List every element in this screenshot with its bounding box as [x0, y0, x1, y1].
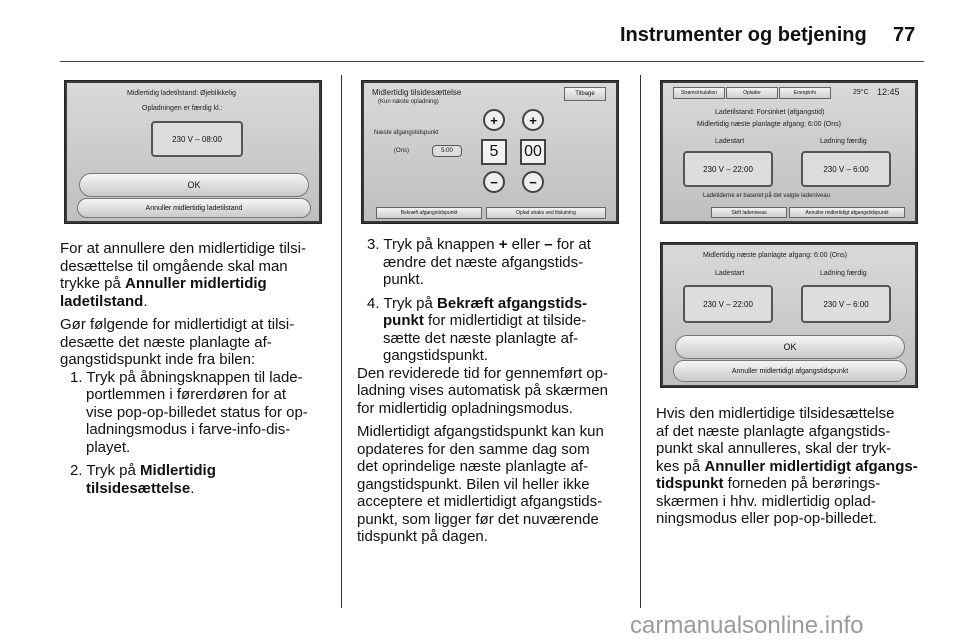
plus-symbol: + [498, 236, 508, 253]
override-departure-text: Midlertidig næste planlagte afgang: 6:00 (Ons) [697, 121, 841, 128]
text-line: . [143, 292, 148, 310]
text-line: For at annullere den midlertidige tilsi- [60, 240, 306, 257]
text-line: 2. Tryk på [70, 462, 141, 479]
column-2-text [357, 236, 635, 546]
hour-plus-button[interactable]: + [483, 109, 505, 131]
charge-start-label: Ladestart [715, 138, 745, 145]
charge-now-button[interactable]: Oplad straks ved tilslutning [486, 207, 606, 219]
text-line: skærmen i hhv. midlertidig oplad- [656, 492, 876, 510]
charge-done-box: 230 V – 6:00 [801, 151, 891, 187]
text-line: tidspunkt på dagen. [357, 528, 488, 545]
text-line: ladningsmodus i farve-info-dis- [86, 421, 291, 438]
ui-term: Annuller midlertidig [125, 275, 267, 292]
text-line: . [190, 479, 195, 497]
ok-button[interactable]: OK [79, 173, 309, 197]
text-line: for midlertidig opladningsmodus. [357, 399, 573, 417]
text-line: gangstidspunkt. Bilen vil heller ikke [357, 475, 590, 493]
minus-symbol: – [544, 236, 553, 253]
charge-start-box: 230 V – 22:00 [683, 151, 773, 187]
hour-minus-button[interactable]: − [483, 171, 505, 193]
text-line: Midlertidigt afgangstidspunkt kan kun [357, 423, 604, 440]
departure-time-field: 5:00 [432, 145, 462, 157]
back-button[interactable]: Tilbage [564, 87, 606, 101]
screen-subtitle: Opladningen er færdig kl.: [142, 105, 223, 112]
charge-done-label: Ladning færdig [820, 138, 867, 145]
text-line: playet. [86, 438, 131, 456]
text-line: sætte det næste planlagte af- [383, 329, 579, 347]
text-line: Hvis den midlertidige tilsidesættelse [656, 405, 895, 422]
text-line: forneden på berørings- [723, 475, 881, 492]
popup-title: Midlertidig næste planlagte afgang: 6:00 (Ons) [703, 252, 847, 259]
departure-label: Næste afgangstidspunkt [374, 130, 439, 136]
text-line: ladning vises automatisk på skærmen [357, 382, 608, 399]
text-line: desættelse til omgående skal man [60, 257, 288, 275]
text-line: Den reviderede tid for gennemført op- [357, 364, 608, 382]
screen-subtitle: (Kun næste opladning) [378, 99, 439, 105]
screenshot-next-departure-popup [660, 242, 918, 388]
paragraph [60, 240, 335, 310]
screenshot-temporary-charge-mode [64, 80, 322, 224]
minute-digit: 00 [520, 139, 546, 165]
charge-status-text: Ladetilstand: Forsinket (afgangstid) [715, 109, 825, 116]
ui-term: ladetilstand [60, 292, 144, 310]
change-charge-level-button[interactable]: Skift ladeniveau [711, 207, 787, 218]
paragraph [656, 405, 936, 528]
text-line: acceptere et midlertidigt afgangstids- [357, 493, 603, 510]
column-1-text [60, 240, 335, 497]
text-line: 4. Tryk på [367, 294, 438, 312]
text-line: 1. Tryk på åbningsknappen til lade- [70, 368, 303, 386]
confirm-departure-button[interactable]: Bekræft afgangstidspunkt [376, 207, 482, 219]
step-4 [357, 295, 635, 365]
tab-energy-info[interactable]: Energiinfo [779, 87, 831, 99]
text-line: opdateres for den samme dag som [357, 440, 590, 458]
step-2 [60, 462, 335, 497]
paragraph [357, 423, 635, 546]
minute-plus-button[interactable]: + [522, 109, 544, 131]
ui-term: tidspunkt [656, 475, 724, 492]
screenshot-temporary-override [361, 80, 619, 224]
ui-term: Bekræft afgangstids- [437, 294, 588, 312]
text-line: kes på [656, 457, 705, 475]
watermark: carmanualsonline.info [630, 612, 864, 639]
text-line: eller [507, 236, 545, 253]
text-line: ændre det næste afgangstids- [383, 253, 584, 271]
text-line: trykke på [60, 275, 126, 292]
text-line: punkt skal annulleres, skal der tryk- [656, 440, 892, 457]
step-3 [357, 236, 635, 289]
ok-button[interactable]: OK [675, 335, 905, 359]
charge-start-box: 230 V – 22:00 [683, 285, 773, 323]
screen-title: Midlertidig ladetilstand: Øjeblikkelig [127, 90, 236, 97]
screenshot-charge-status [660, 80, 918, 224]
tab-power-flow[interactable]: Strømcirkulation [673, 87, 725, 99]
paragraph [60, 316, 335, 369]
text-line: vise pop-op-billedet status for op- [86, 403, 308, 421]
text-line: portlemmen i førerdøren for at [86, 386, 287, 403]
column-3-text [656, 405, 936, 528]
text-line: punkt, som ligger før det nuværende [357, 510, 599, 528]
column-divider-2 [640, 75, 641, 608]
screen-title: Midlertidig tilsidesættelse [372, 88, 462, 97]
charge-complete-time-box: 230 V – 08:00 [151, 121, 243, 157]
charge-done-box: 230 V – 6:00 [801, 285, 891, 323]
charge-note: Ladetiderne er baseret på det valgte ladeniveau [703, 193, 831, 199]
step-1 [60, 369, 335, 457]
departure-day: (Ons) [394, 148, 409, 154]
ui-term: Midlertidig [140, 462, 216, 479]
paragraph [357, 365, 635, 418]
text-line: ningsmodus eller pop-op-billedet. [656, 510, 877, 527]
text-line: desætte det næste planlagte af- [60, 333, 272, 351]
ui-term: tilsidesættelse [86, 479, 191, 497]
ui-term: punkt [383, 312, 424, 329]
column-divider-1 [341, 75, 342, 608]
minute-minus-button[interactable]: − [522, 171, 544, 193]
clock: 12:45 [877, 87, 900, 97]
text-line: for at [552, 236, 591, 253]
text-line: gangstidspunkt inde fra bilen: [60, 351, 256, 368]
text-line: gangstidspunkt. [383, 347, 489, 364]
header-divider [60, 61, 924, 62]
hour-digit: 5 [481, 139, 507, 165]
temperature: 29°C [853, 89, 869, 96]
page-number: 77 [893, 24, 916, 46]
cancel-temporary-charge-button[interactable]: Annuller midlertidig ladetilstand [77, 198, 311, 218]
page-header-title: Instrumenter og betjening [620, 24, 867, 46]
text-line: af det næste planlagte afgangstids- [656, 422, 891, 440]
text-line: det oprindelige næste planlagte af- [357, 458, 588, 475]
cancel-temporary-departure-button[interactable]: Annuller midlertidigt afgangstidspunkt [789, 207, 905, 218]
charge-done-label: Ladning færdig [820, 270, 867, 277]
text-line: punkt. [383, 271, 424, 288]
text-line: for midlertidigt at tilside- [423, 312, 587, 329]
cancel-temporary-departure-button[interactable]: Annuller midlertidigt afgangstidspunkt [673, 360, 907, 382]
text-line: 3. Tryk på knappen [367, 236, 499, 253]
tab-charger[interactable]: Oplader [726, 87, 778, 99]
charge-start-label: Ladestart [715, 270, 745, 277]
ui-term: Annuller midlertidigt afgangs- [704, 457, 918, 475]
text-line: Gør følgende for midlertidigt at tilsi- [60, 316, 295, 333]
